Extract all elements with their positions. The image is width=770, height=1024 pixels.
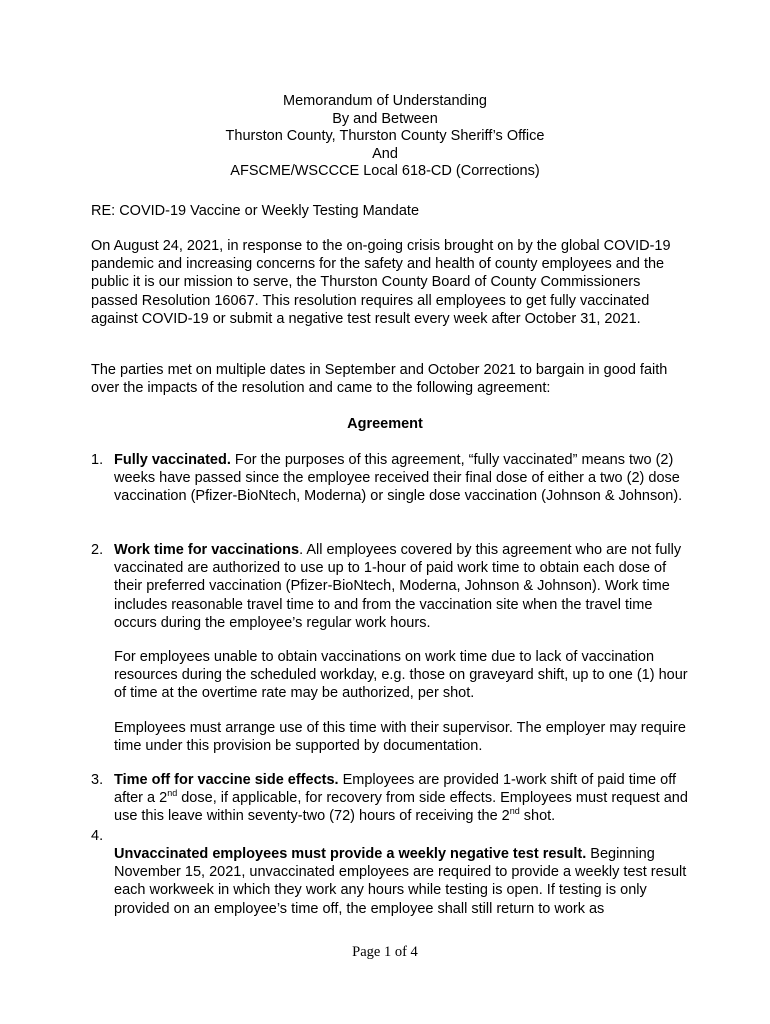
agreement-item-4	[91, 845, 691, 918]
subject-line: RE: COVID-19 Vaccine or Weekly Testing Mandate	[91, 203, 420, 219]
intro-paragraph: On August 24, 2021, in response to the on-going crisis brought on by the global COVID-19 pandemic and increasing concerns for the safety and health of county employees and the public it is our mission to serve, the Thurston County Board of County Commissioners passed Resolution 16067. This resolution requires all employees to get fully vaccinated against COVID-19 or submit a negative test result every week after October 31, 2021.	[91, 238, 671, 327]
ordinal-suffix: nd	[509, 806, 520, 817]
item-body	[114, 771, 691, 826]
agreement-item-3	[91, 771, 691, 826]
item-number: 1.	[91, 452, 104, 468]
item-number: 4.	[91, 828, 104, 844]
conjunction: And	[372, 145, 398, 162]
item-text: shot.	[519, 808, 556, 825]
item-text: . All employees covered by this agreement who are not fully vaccinated are authorized to use up to 1-hour of paid work time to obtain each dose of their preferred vaccination (Pfizer-BioNtech, Moderna, Johnson & Johnson). Work time includes reasonable travel time to and from the vaccination site when the travel time occurs during the employee’s regular work hours.	[114, 542, 682, 631]
agreement-item-2-paragraph-3	[91, 719, 691, 755]
memo-title-block	[0, 93, 770, 181]
item-text: Employees are provided 1-work shift of paid time off after a 2	[114, 772, 676, 807]
item-lead: Unvaccinated employees must provide a weekly negative test result.	[114, 846, 587, 862]
item-body	[114, 845, 691, 918]
agreement-item-2-paragraph-2	[91, 648, 691, 703]
item-body	[114, 541, 691, 632]
agreement-heading: Agreement	[347, 416, 423, 432]
ordinal-suffix: nd	[167, 788, 178, 799]
party-county: Thurston County, Thurston County Sheriff’s Office	[225, 128, 545, 145]
agreement-item-2	[91, 541, 691, 632]
item-number: 3.	[91, 772, 104, 788]
party-union: AFSCME/WSCCCE Local 618-CD (Corrections)	[230, 163, 540, 180]
memo-subtitle: By and Between	[332, 110, 438, 127]
item-text: dose, if applicable, for recovery from side effects. Employees must request and use this leave within seventy-two (72) hours of receiving the 2	[114, 790, 688, 825]
item-lead: Fully vaccinated.	[114, 452, 231, 468]
item-body: Employees must arrange use of this time with their supervisor. The employer may require time under this provision be supported by documentation.	[114, 720, 686, 755]
item-text: For the purposes of this agreement, “fully vaccinated” means two (2) weeks have passed since the employee received their final dose of either a two (2) dose vaccination (Pfizer-BioNtech, Moderna) or single dose vaccination (Johnson & Johnson).	[114, 452, 683, 505]
agreement-item-1	[91, 451, 691, 506]
item-lead: Work time for vaccinations	[114, 542, 300, 558]
memo-title: Memorandum of Understanding	[283, 93, 487, 109]
item-body: For employees unable to obtain vaccinations on work time due to lack of vaccination resources during the scheduled workday, e.g. those on graveyard shift, up to one (1) hour of time at the overtime rate may be authorized, per shot.	[114, 649, 688, 702]
item-lead: Time off for vaccine side effects.	[114, 772, 339, 788]
item-body	[114, 451, 691, 506]
parties-paragraph: The parties met on multiple dates in September and October 2021 to bargain in good faith over the impacts of the resolution and came to the following agreement:	[91, 362, 668, 397]
page-number: Page 1 of 4	[352, 944, 418, 960]
item-text: Beginning November 15, 2021, unvaccinated employees are required to provide a weekly test result each workweek in which they work any hours while testing is open. If testing is only provided on an employee’s time off, the employee shall still return to work as	[114, 846, 687, 917]
item-number: 2.	[91, 542, 104, 558]
